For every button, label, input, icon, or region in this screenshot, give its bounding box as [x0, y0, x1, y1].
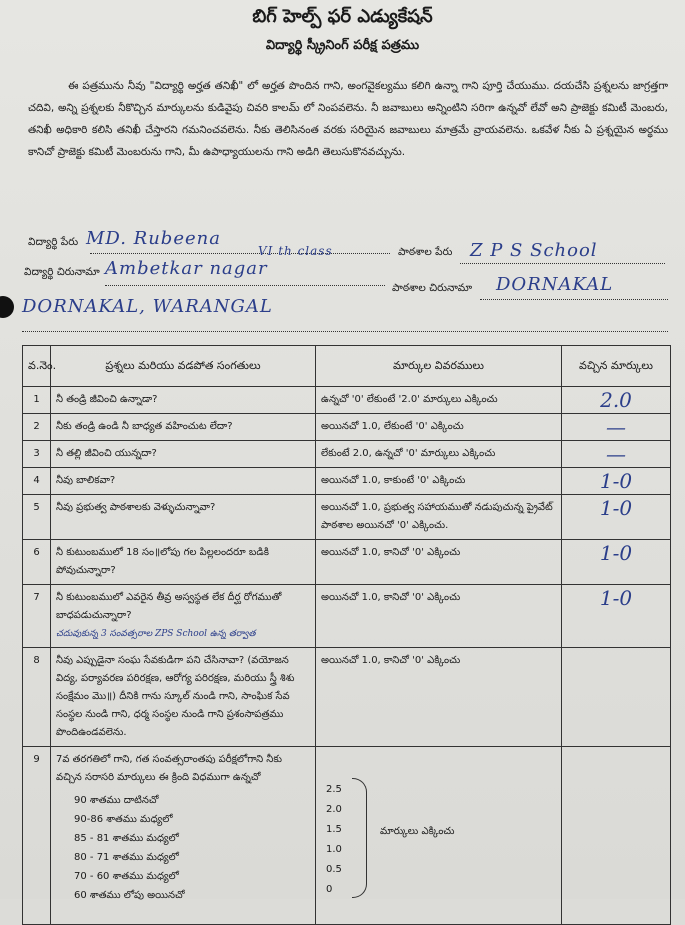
- class-note: VI th class: [258, 244, 333, 258]
- row-score[interactable]: —: [562, 414, 671, 441]
- col-header-marks-obtained: వచ్చిన మార్కులు: [562, 346, 671, 387]
- school-address-line: [480, 298, 668, 300]
- table-row: [23, 648, 671, 747]
- row-number: 1: [23, 387, 51, 414]
- row-question: నీకు తండ్రి ఉండి నీ బాధ్యత వహించుట లేదా?: [51, 414, 316, 441]
- row-question: నీవు ప్రభుత్వ పాఠశాలకు వెళ్ళుచున్నావా?: [51, 495, 316, 540]
- row-marks-rule: అయినచో 1.0, ప్రభుత్వ సహాయముతో నడుపుచున్న ప్రైవేట్ పాఠశాల అయినచో '0' ఎక్కించు.: [316, 495, 562, 540]
- address-line2-rule: [22, 330, 668, 332]
- row-question: నీ తల్లి జీవించి యున్నదా?: [51, 441, 316, 468]
- row-number: 2: [23, 414, 51, 441]
- scale-brace: [352, 778, 367, 898]
- row-marks-rule: ఉన్నచో '0' లేకుంటే '2.0' మార్కులు ఎక్కించు: [316, 387, 562, 414]
- range-item: 60 శాతము లోపు అయినచో: [74, 890, 185, 901]
- row-question: నీవు ఎప్పుడైనా సంఘ సేవకుడిగా పని చేసినావా? (వయోజన విద్య, పర్యావరణ పరిరక్షణ, ఆరోగ్య పరిరక్షణ, మరియు స్త్రీ శిశు సంక్షేమం మొ॥) దీనికి గాను స్కూల్ నుండి గాని, సాంఘిక సేవ సంస్థల నుండి గాని, ధర్మ సంస్థల నుండి గాని ప్రశంసాపత్రము పొందిఉండవలెను.: [51, 648, 316, 747]
- range-item: 80 - 71 శాతము మధ్యలో: [74, 852, 179, 863]
- student-address-line2[interactable]: DORNAKAL, WARANGAL: [22, 296, 273, 317]
- questions-table: [22, 345, 671, 925]
- row-number: 6: [23, 540, 51, 585]
- student-name-line: [90, 252, 390, 254]
- table-row: [23, 414, 671, 441]
- table-row: [23, 495, 671, 540]
- punch-hole: [0, 296, 14, 318]
- row-score[interactable]: 1-0: [562, 585, 671, 648]
- row-marks-rule: అయినచో 1.0, కానిచో '0' ఎక్కించు: [316, 585, 562, 648]
- row-score[interactable]: —: [562, 441, 671, 468]
- form-subtitle: విద్యార్థి స్క్రీనింగ్ పరీక్ష పత్రము: [265, 38, 420, 53]
- row-number: 8: [23, 648, 51, 747]
- student-address-label: విద్యార్థి చిరునామా: [24, 266, 100, 278]
- handwritten-note: చదువుకున్న 3 సంవత్సరాల ZPS School ఉన్న తర్వాత: [56, 629, 256, 639]
- row-score[interactable]: [562, 648, 671, 747]
- row-number: 9: [23, 747, 51, 925]
- row-marks-rule: లేకుంటే 2.0, ఉన్నచో '0' మార్కులు ఎక్కించు: [316, 441, 562, 468]
- row-question: నీ తండ్రి జీవించి ఉన్నాడా?: [51, 387, 316, 414]
- col-header-marks-details: మార్కుల వివరములు: [316, 346, 562, 387]
- school-address-value[interactable]: DORNAKAL: [496, 274, 614, 295]
- student-address-line: [105, 284, 385, 286]
- school-name-label: పాఠశాల పేరు: [398, 246, 453, 258]
- percentage-ranges: [74, 791, 310, 905]
- student-address-value[interactable]: Ambetkar nagar: [105, 258, 268, 279]
- col-header-serial: వ.నెం.: [23, 346, 51, 387]
- school-name-value[interactable]: Z P S School: [470, 240, 598, 261]
- scale-value: 0: [326, 884, 333, 895]
- row-score[interactable]: 1-0: [562, 468, 671, 495]
- scale-value: 1.5: [326, 824, 342, 835]
- table-row: [23, 540, 671, 585]
- school-address-label: పాఠశాల చిరునామా: [392, 282, 473, 294]
- row-marks-rule: అయినచో 1.0, కానిచో '0' ఎక్కించు: [316, 648, 562, 747]
- row-score[interactable]: 2.0: [562, 387, 671, 414]
- row-marks-rule: అయినచో 1.0, లేకుంటే '0' ఎక్కించు: [316, 414, 562, 441]
- range-item: 85 - 81 శాతము మధ్యలో: [74, 833, 179, 844]
- row-question: నీవు బాలికవా?: [51, 468, 316, 495]
- instructions-paragraph: ఈ పత్రమును నీవు "విద్యార్థి అర్హత తనిఖీ" లో అర్హత పొందిన గాని, అంగవైకల్యము కలిగి ఉన్నా గాని పూర్తి చేయుము. దయచేసి ప్రశ్నలను జాగ్రత్తగా చదివి, అన్ని ప్రశ్నలకు నీకొచ్చిన మార్కులను కుడివైపు చివరి కాలమ్ లో నింపవలెను. నీ జవాబులు అన్నింటిని సరిగా ఉన్నవో లేవో అని ప్రాజెక్టు కమిటీ మెంబరు, తనిఖీ అధికారి కలిసి తనిఖీ చేస్తారని గమనించవలెను. నీకు తెలిసినంత వరకు సరియైన జవాబులు మాత్రమే వ్రాయవలెను. ఒకవేళ నీకు ఏ ప్రశ్నయైన అర్థము కానిచో ప్రాజెక్టు కమిటీ మెంబరును గాని, మీ ఉపాధ్యాయులను గాని అడిగి తెలుసుకొనవచ్చును.: [28, 80, 668, 158]
- scale-label: మార్కులు ఎక్కించు: [380, 826, 455, 837]
- row-question-cell: [51, 585, 316, 648]
- scale-value: 2.5: [326, 784, 342, 795]
- row-score[interactable]: 1-0: [562, 540, 671, 585]
- table-row: [23, 585, 671, 648]
- row-question-cell: [51, 747, 316, 925]
- row-score[interactable]: 1-0: [562, 495, 671, 540]
- scale-value: 2.0: [326, 804, 342, 815]
- row-marks-rule: అయినచో 1.0, కానిచో '0' ఎక్కించు: [316, 540, 562, 585]
- row-score[interactable]: [562, 747, 671, 925]
- marks-scale: [326, 780, 342, 900]
- table-header-row: [23, 346, 671, 387]
- table-row: [23, 747, 671, 925]
- table-row: [23, 387, 671, 414]
- scale-value: 0.5: [326, 864, 342, 875]
- school-name-line: [460, 262, 665, 264]
- col-header-questions: ప్రశ్నలు మరియు వడపోత సంగతులు: [51, 346, 316, 387]
- range-item: 90 శాతము దాటినచో: [74, 795, 159, 806]
- row-number: 4: [23, 468, 51, 495]
- row-question: 7వ తరగతిలో గాని, గత సంవత్సరాంతపు పరీక్షలోగాని నీకు వచ్చిన సరాసరి మార్కులు ఈ క్రింది విధముగా ఉన్నచో: [56, 754, 282, 783]
- table-row: [23, 468, 671, 495]
- student-name-value[interactable]: MD. Rubeena: [86, 228, 221, 249]
- student-name-label: విద్యార్థి పేరు: [28, 236, 79, 248]
- row-number: 7: [23, 585, 51, 648]
- row-number: 3: [23, 441, 51, 468]
- scale-value: 1.0: [326, 844, 342, 855]
- row-number: 5: [23, 495, 51, 540]
- range-item: 90-86 శాతము మధ్యలో: [74, 814, 173, 825]
- table-row: [23, 441, 671, 468]
- row-marks-rule: అయినచో 1.0, కాకుంటే '0' ఎక్కించు: [316, 468, 562, 495]
- row-question: నీ కుటుంబములో ఎవరైన తీవ్ర అస్వస్థత లేక దీర్ఘ రోగముతో బాధపడుచున్నారా?: [56, 592, 282, 621]
- form-title: బిగ్ హెల్ప్ ఫర్ ఎడ్యుకేషన్: [252, 6, 433, 27]
- row-question: నీ కుటుంబములో 18 సం॥లోపు గల పిల్లలందరూ బడికి పోవుచున్నారా?: [51, 540, 316, 585]
- range-item: 70 - 60 శాతము మధ్యలో: [74, 871, 179, 882]
